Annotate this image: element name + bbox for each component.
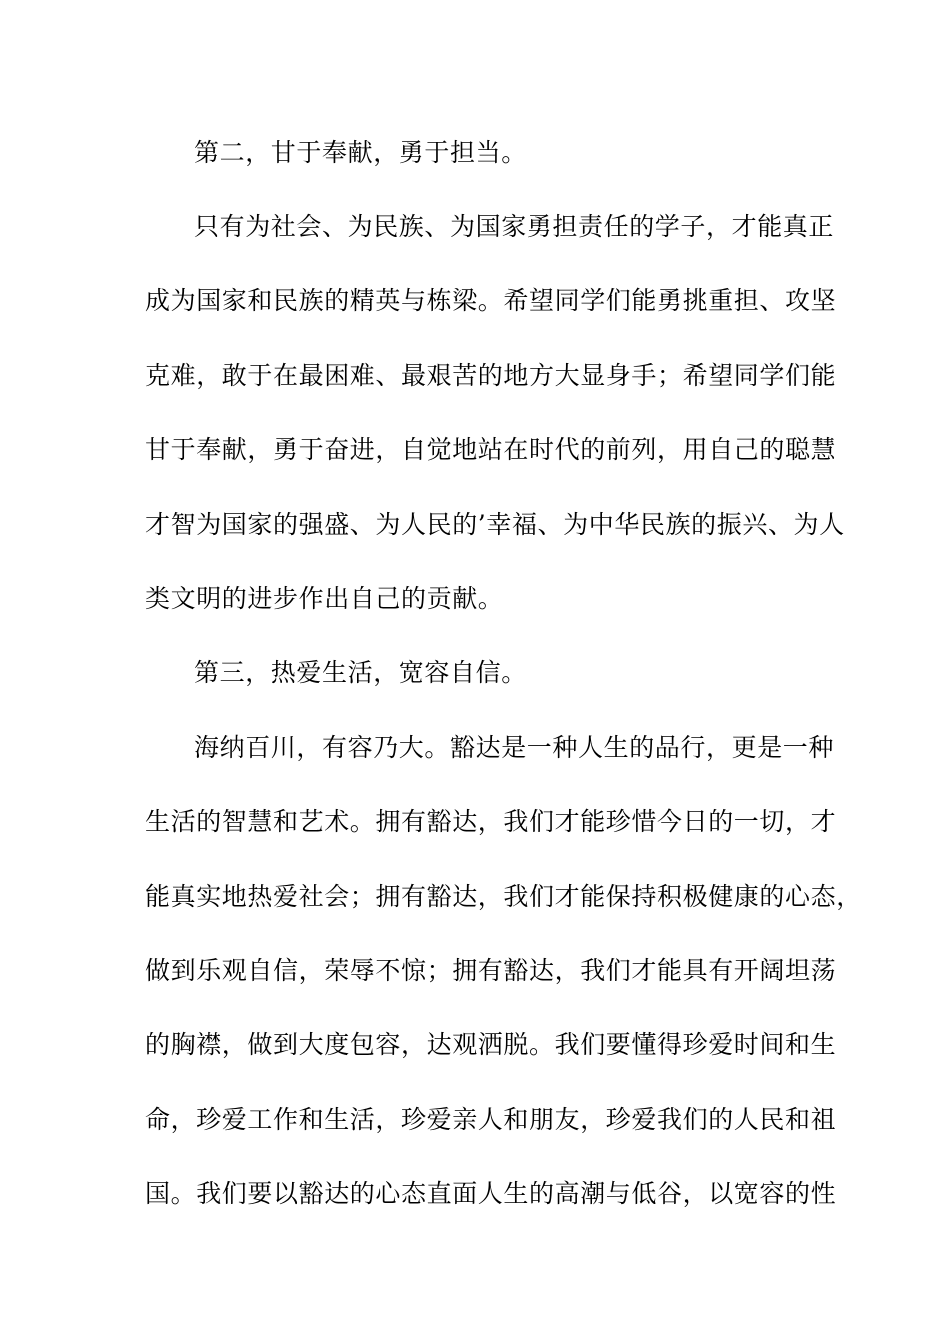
paragraph-line: 只有为社会、为民族、为国家勇担责任的学子，才能真正 (194, 212, 835, 241)
paragraph-line: 海纳百川，有容乃大。豁达是一种人生的品行，更是一种 (194, 733, 835, 762)
paragraph-line: 甘于奉献，勇于奋进，自觉地站在时代的前列，用自己的聪慧 (145, 435, 837, 464)
paragraph-line: 类文明的进步作出自己的贡献。 (145, 584, 504, 613)
section-heading-third: 第三，热爱生活，宽容自信。 (194, 658, 527, 687)
paragraph-line: 才智为国家的强盛、为人民的’幸福、为中华民族的振兴、为人 (145, 510, 845, 539)
section-heading-second: 第二，甘于奉献，勇于担当。 (194, 138, 527, 167)
paragraph-line: 的胸襟，做到大度包容，达观洒脱。我们要懂得珍爱时间和生 (145, 1030, 837, 1059)
paragraph-line: 做到乐观自信，荣辱不惊；拥有豁达，我们才能具有开阔坦荡 (145, 956, 837, 985)
paragraph-line: 生活的智慧和艺术。拥有豁达，我们才能珍惜今日的一切，才 (145, 807, 837, 836)
paragraph-line: 国。我们要以豁达的心态直面人生的高潮与低谷，以宽容的性 (145, 1179, 837, 1208)
paragraph-line: 能真实地热爱社会；拥有豁达，我们才能保持积极健康的心态， (145, 882, 862, 911)
paragraph-line: 克难，敢于在最困难、最艰苦的地方大显身手；希望同学们能 (145, 361, 837, 390)
paragraph-line: 命，珍爱工作和生活，珍爱亲人和朋友，珍爱我们的人民和祖 (145, 1105, 837, 1134)
paragraph-line: 成为国家和民族的精英与栋梁。希望同学们能勇挑重担、攻坚 (145, 286, 837, 315)
